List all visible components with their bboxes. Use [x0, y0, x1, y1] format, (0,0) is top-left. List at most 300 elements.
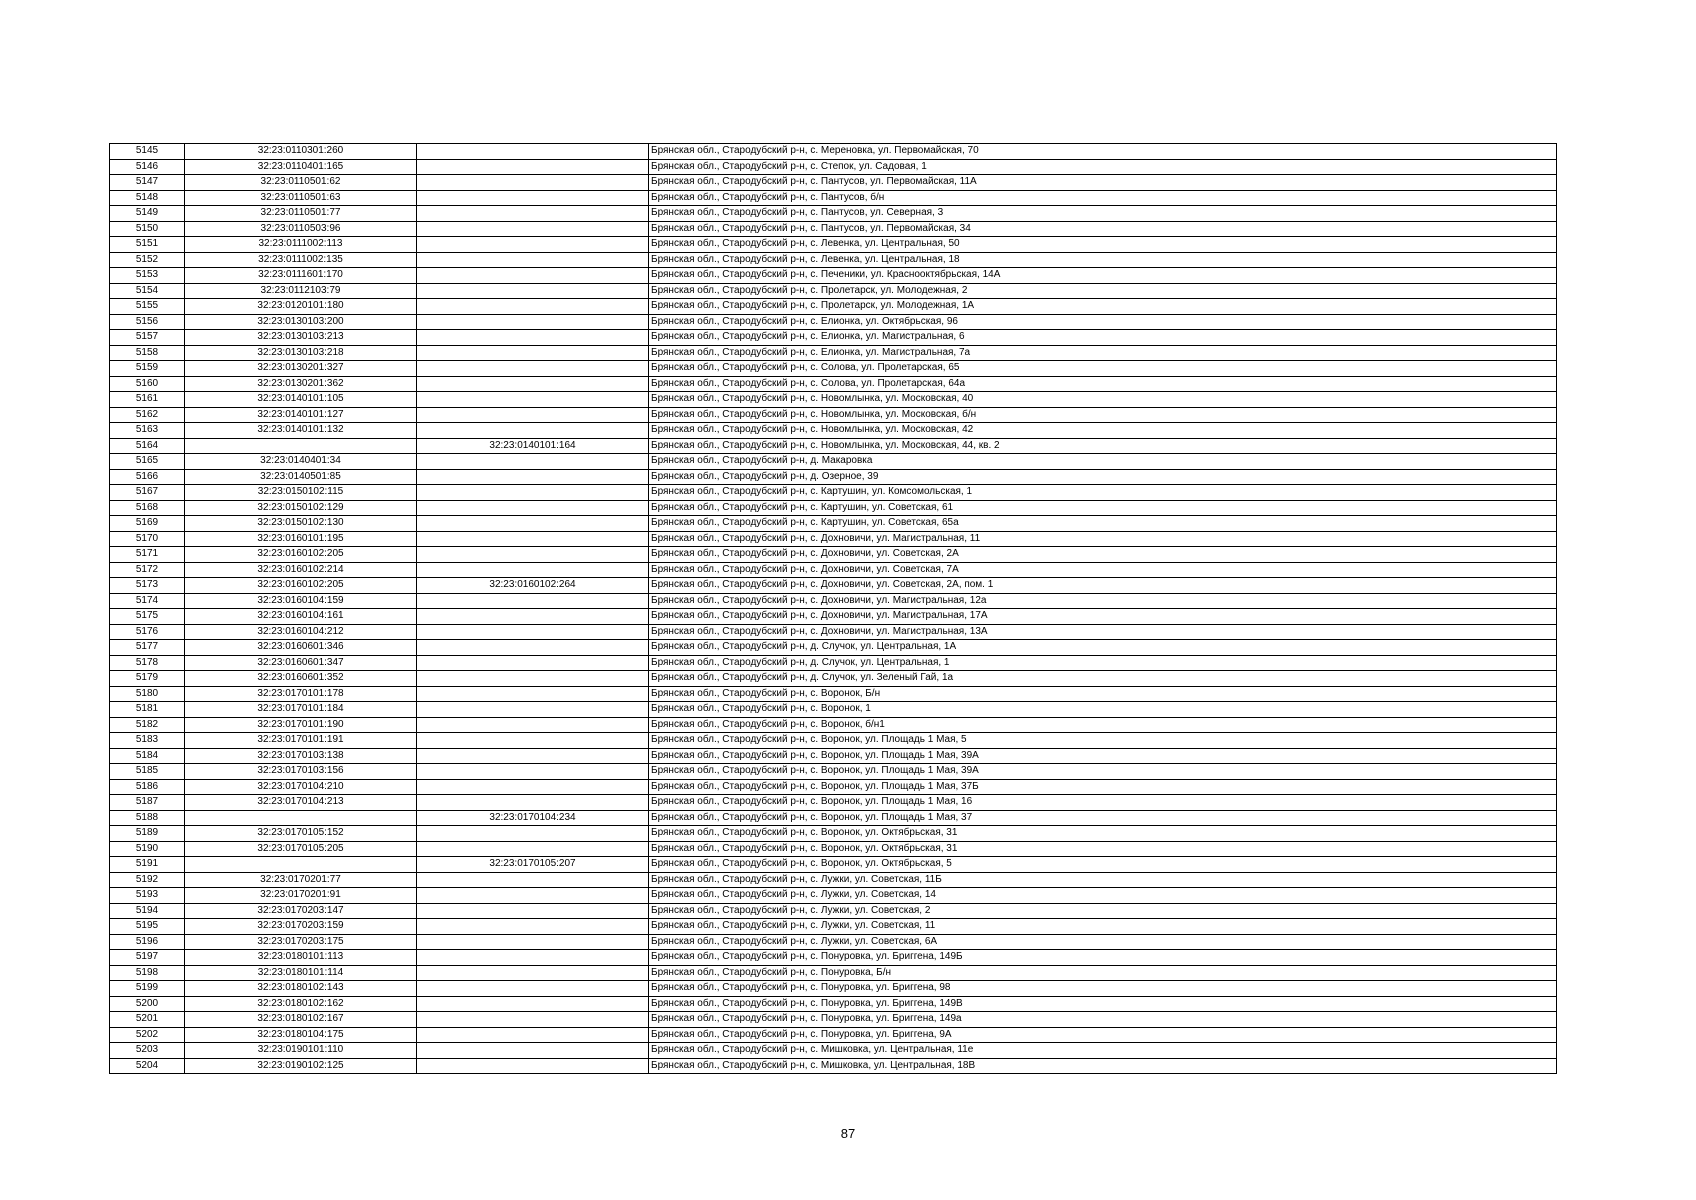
row-number-cell: 5173	[110, 578, 185, 594]
table-body	[110, 144, 1557, 1074]
address-cell: Брянская обл., Стародубский р-н, с. Понуровка, ул. Бриггена, 149Б	[649, 950, 1557, 966]
related-cadastral-number-cell	[417, 237, 649, 253]
table-row	[110, 330, 1557, 346]
row-number-cell: 5203	[110, 1043, 185, 1059]
table-row	[110, 144, 1557, 160]
cadastral-number-cell: 32:23:0110501:62	[185, 175, 417, 191]
row-number-cell: 5155	[110, 299, 185, 315]
related-cadastral-number-cell	[417, 547, 649, 563]
table-row	[110, 1012, 1557, 1028]
address-cell: Брянская обл., Стародубский р-н, с. Новомлынка, ул. Московская, 44, кв. 2	[649, 438, 1557, 454]
cadastral-number-cell	[185, 810, 417, 826]
related-cadastral-number-cell	[417, 361, 649, 377]
related-cadastral-number-cell	[417, 919, 649, 935]
address-cell: Брянская обл., Стародубский р-н, с. Мереновка, ул. Первомайская, 70	[649, 144, 1557, 160]
address-cell: Брянская обл., Стародубский р-н, с. Левенка, ул. Центральная, 18	[649, 252, 1557, 268]
table-row	[110, 221, 1557, 237]
cadastral-number-cell: 32:23:0140501:85	[185, 469, 417, 485]
row-number-cell: 5157	[110, 330, 185, 346]
address-cell: Брянская обл., Стародубский р-н, с. Печеники, ул. Краснооктябрьская, 14А	[649, 268, 1557, 284]
row-number-cell: 5169	[110, 516, 185, 532]
row-number-cell: 5176	[110, 624, 185, 640]
related-cadastral-number-cell	[417, 190, 649, 206]
row-number-cell: 5202	[110, 1027, 185, 1043]
table-row	[110, 748, 1557, 764]
table-row	[110, 500, 1557, 516]
cadastral-number-cell: 32:23:0130103:213	[185, 330, 417, 346]
table-row	[110, 531, 1557, 547]
address-cell: Брянская обл., Стародубский р-н, с. Пантусов, ул. Первомайская, 34	[649, 221, 1557, 237]
table-row	[110, 159, 1557, 175]
table-row	[110, 175, 1557, 191]
cadastral-number-cell: 32:23:0160102:205	[185, 578, 417, 594]
cadastral-number-cell: 32:23:0150102:129	[185, 500, 417, 516]
table-row	[110, 469, 1557, 485]
row-number-cell: 5191	[110, 857, 185, 873]
address-cell: Брянская обл., Стародубский р-н, с. Солова, ул. Пролетарская, 65	[649, 361, 1557, 377]
address-cell: Брянская обл., Стародубский р-н, с. Степок, ул. Садовая, 1	[649, 159, 1557, 175]
table-row	[110, 826, 1557, 842]
address-cell: Брянская обл., Стародубский р-н, с. Пантусов, ул. Северная, 3	[649, 206, 1557, 222]
cadastral-number-cell: 32:23:0110301:260	[185, 144, 417, 160]
related-cadastral-number-cell	[417, 392, 649, 408]
cadastral-number-cell: 32:23:0140101:105	[185, 392, 417, 408]
related-cadastral-number-cell	[417, 562, 649, 578]
table-row	[110, 609, 1557, 625]
row-number-cell: 5190	[110, 841, 185, 857]
row-number-cell: 5199	[110, 981, 185, 997]
address-cell: Брянская обл., Стародубский р-н, с. Новомлынка, ул. Московская, 42	[649, 423, 1557, 439]
address-cell: Брянская обл., Стародубский р-н, с. Воронок, ул. Площадь 1 Мая, 37Б	[649, 779, 1557, 795]
address-cell: Брянская обл., Стародубский р-н, с. Новомлынка, ул. Московская, 40	[649, 392, 1557, 408]
row-number-cell: 5174	[110, 593, 185, 609]
row-number-cell: 5204	[110, 1058, 185, 1074]
table-row	[110, 237, 1557, 253]
row-number-cell: 5154	[110, 283, 185, 299]
related-cadastral-number-cell	[417, 872, 649, 888]
row-number-cell: 5171	[110, 547, 185, 563]
table-row	[110, 996, 1557, 1012]
table-row	[110, 1027, 1557, 1043]
address-cell: Брянская обл., Стародубский р-н, с. Елионка, ул. Магистральная, 7а	[649, 345, 1557, 361]
table-row	[110, 516, 1557, 532]
row-number-cell: 5177	[110, 640, 185, 656]
related-cadastral-number-cell	[417, 268, 649, 284]
table-row	[110, 841, 1557, 857]
cadastral-number-cell: 32:23:0180102:167	[185, 1012, 417, 1028]
related-cadastral-number-cell	[417, 593, 649, 609]
row-number-cell: 5145	[110, 144, 185, 160]
table-row	[110, 268, 1557, 284]
cadastral-number-cell: 32:23:0170201:91	[185, 888, 417, 904]
cadastral-number-cell: 32:23:0190101:110	[185, 1043, 417, 1059]
related-cadastral-number-cell	[417, 175, 649, 191]
table-row	[110, 206, 1557, 222]
table-row	[110, 888, 1557, 904]
address-cell: Брянская обл., Стародубский р-н, с. Воронок, ул. Площадь 1 Мая, 5	[649, 733, 1557, 749]
cadastral-number-cell: 32:23:0110501:77	[185, 206, 417, 222]
table-row	[110, 283, 1557, 299]
related-cadastral-number-cell	[417, 221, 649, 237]
address-cell: Брянская обл., Стародубский р-н, с. Воронок, ул. Октябрьская, 5	[649, 857, 1557, 873]
row-number-cell: 5185	[110, 764, 185, 780]
row-number-cell: 5178	[110, 655, 185, 671]
table-row	[110, 810, 1557, 826]
table-row	[110, 392, 1557, 408]
row-number-cell: 5158	[110, 345, 185, 361]
row-number-cell: 5184	[110, 748, 185, 764]
row-number-cell: 5163	[110, 423, 185, 439]
cadastral-number-cell: 32:23:0170105:152	[185, 826, 417, 842]
related-cadastral-number-cell	[417, 1058, 649, 1074]
row-number-cell: 5188	[110, 810, 185, 826]
row-number-cell: 5179	[110, 671, 185, 687]
related-cadastral-number-cell	[417, 299, 649, 315]
cadastral-number-cell: 32:23:0130103:218	[185, 345, 417, 361]
address-cell: Брянская обл., Стародубский р-н, с. Левенка, ул. Центральная, 50	[649, 237, 1557, 253]
address-cell: Брянская обл., Стародубский р-н, с. Лужки, ул. Советская, 14	[649, 888, 1557, 904]
table-row	[110, 733, 1557, 749]
related-cadastral-number-cell: 32:23:0170104:234	[417, 810, 649, 826]
table-row	[110, 314, 1557, 330]
table-row	[110, 903, 1557, 919]
related-cadastral-number-cell	[417, 500, 649, 516]
table-row	[110, 578, 1557, 594]
row-number-cell: 5146	[110, 159, 185, 175]
cadastral-number-cell: 32:23:0160102:205	[185, 547, 417, 563]
address-cell: Брянская обл., Стародубский р-н, с. Лужки, ул. Советская, 11	[649, 919, 1557, 935]
address-cell: Брянская обл., Стародубский р-н, д. Случок, ул. Центральная, 1	[649, 655, 1557, 671]
table-row	[110, 872, 1557, 888]
cadastral-number-cell: 32:23:0170101:184	[185, 702, 417, 718]
cadastral-number-cell: 32:23:0170101:191	[185, 733, 417, 749]
table-row	[110, 655, 1557, 671]
address-cell: Брянская обл., Стародубский р-н, с. Воронок, ул. Площадь 1 Мая, 39А	[649, 764, 1557, 780]
cadastral-number-cell: 32:23:0111002:113	[185, 237, 417, 253]
table-row	[110, 981, 1557, 997]
related-cadastral-number-cell	[417, 733, 649, 749]
property-table	[109, 143, 1557, 1074]
row-number-cell: 5148	[110, 190, 185, 206]
cadastral-number-cell: 32:23:0160104:161	[185, 609, 417, 625]
row-number-cell: 5168	[110, 500, 185, 516]
row-number-cell: 5149	[110, 206, 185, 222]
related-cadastral-number-cell	[417, 345, 649, 361]
related-cadastral-number-cell	[417, 841, 649, 857]
cadastral-number-cell: 32:23:0170203:175	[185, 934, 417, 950]
address-cell: Брянская обл., Стародубский р-н, с. Пролетарск, ул. Молодежная, 2	[649, 283, 1557, 299]
cadastral-number-cell: 32:23:0150102:115	[185, 485, 417, 501]
table-row	[110, 857, 1557, 873]
cadastral-number-cell: 32:23:0140101:127	[185, 407, 417, 423]
cadastral-number-cell: 32:23:0111002:135	[185, 252, 417, 268]
table-row	[110, 779, 1557, 795]
row-number-cell: 5147	[110, 175, 185, 191]
table-row	[110, 345, 1557, 361]
address-cell: Брянская обл., Стародубский р-н, с. Понуровка, ул. Бриггена, 149В	[649, 996, 1557, 1012]
row-number-cell: 5151	[110, 237, 185, 253]
table-row	[110, 299, 1557, 315]
cadastral-number-cell: 32:23:0150102:130	[185, 516, 417, 532]
related-cadastral-number-cell	[417, 423, 649, 439]
row-number-cell: 5152	[110, 252, 185, 268]
row-number-cell: 5160	[110, 376, 185, 392]
related-cadastral-number-cell	[417, 702, 649, 718]
table-row	[110, 454, 1557, 470]
address-cell: Брянская обл., Стародубский р-н, с. Дохновичи, ул. Советская, 2А	[649, 547, 1557, 563]
address-cell: Брянская обл., Стародубский р-н, с. Воронок, ул. Площадь 1 Мая, 39А	[649, 748, 1557, 764]
row-number-cell: 5175	[110, 609, 185, 625]
related-cadastral-number-cell	[417, 717, 649, 733]
address-cell: Брянская обл., Стародубский р-н, с. Дохновичи, ул. Советская, 7А	[649, 562, 1557, 578]
address-cell: Брянская обл., Стародубский р-н, с. Воронок, 1	[649, 702, 1557, 718]
table-row	[110, 671, 1557, 687]
related-cadastral-number-cell	[417, 686, 649, 702]
table-row	[110, 717, 1557, 733]
address-cell: Брянская обл., Стародубский р-н, с. Картушин, ул. Советская, 61	[649, 500, 1557, 516]
related-cadastral-number-cell	[417, 903, 649, 919]
address-cell: Брянская обл., Стародубский р-н, с. Воронок, б/н1	[649, 717, 1557, 733]
related-cadastral-number-cell	[417, 981, 649, 997]
row-number-cell: 5192	[110, 872, 185, 888]
row-number-cell: 5181	[110, 702, 185, 718]
cadastral-number-cell: 32:23:0160101:195	[185, 531, 417, 547]
table-row	[110, 407, 1557, 423]
cadastral-number-cell: 32:23:0170203:147	[185, 903, 417, 919]
related-cadastral-number-cell	[417, 314, 649, 330]
row-number-cell: 5165	[110, 454, 185, 470]
address-cell: Брянская обл., Стародубский р-н, с. Дохновичи, ул. Магистральная, 13А	[649, 624, 1557, 640]
address-cell: Брянская обл., Стародубский р-н, с. Воронок, ул. Октябрьская, 31	[649, 841, 1557, 857]
address-cell: Брянская обл., Стародубский р-н, с. Солова, ул. Пролетарская, 64а	[649, 376, 1557, 392]
cadastral-number-cell: 32:23:0112103:79	[185, 283, 417, 299]
row-number-cell: 5162	[110, 407, 185, 423]
cadastral-number-cell: 32:23:0130201:327	[185, 361, 417, 377]
address-cell: Брянская обл., Стародубский р-н, с. Лужки, ул. Советская, 6А	[649, 934, 1557, 950]
cadastral-number-cell: 32:23:0180101:113	[185, 950, 417, 966]
row-number-cell: 5170	[110, 531, 185, 547]
address-cell: Брянская обл., Стародубский р-н, с. Пролетарск, ул. Молодежная, 1А	[649, 299, 1557, 315]
row-number-cell: 5187	[110, 795, 185, 811]
address-cell: Брянская обл., Стародубский р-н, с. Мишковка, ул. Центральная, 18В	[649, 1058, 1557, 1074]
cadastral-number-cell: 32:23:0170104:213	[185, 795, 417, 811]
table-row	[110, 1058, 1557, 1074]
cadastral-number-cell: 32:23:0190102:125	[185, 1058, 417, 1074]
address-cell: Брянская обл., Стародубский р-н, д. Озерное, 39	[649, 469, 1557, 485]
related-cadastral-number-cell: 32:23:0140101:164	[417, 438, 649, 454]
address-cell: Брянская обл., Стародубский р-н, с. Воронок, Б/н	[649, 686, 1557, 702]
table-row	[110, 438, 1557, 454]
row-number-cell: 5189	[110, 826, 185, 842]
cadastral-number-cell: 32:23:0120101:180	[185, 299, 417, 315]
table-row	[110, 423, 1557, 439]
row-number-cell: 5156	[110, 314, 185, 330]
row-number-cell: 5186	[110, 779, 185, 795]
address-cell: Брянская обл., Стародубский р-н, с. Воронок, ул. Площадь 1 Мая, 16	[649, 795, 1557, 811]
related-cadastral-number-cell	[417, 888, 649, 904]
row-number-cell: 5193	[110, 888, 185, 904]
related-cadastral-number-cell	[417, 485, 649, 501]
related-cadastral-number-cell	[417, 159, 649, 175]
related-cadastral-number-cell	[417, 252, 649, 268]
address-cell: Брянская обл., Стародубский р-н, с. Понуровка, ул. Бриггена, 98	[649, 981, 1557, 997]
cadastral-number-cell: 32:23:0110401:165	[185, 159, 417, 175]
table-row	[110, 624, 1557, 640]
related-cadastral-number-cell	[417, 407, 649, 423]
cadastral-number-cell	[185, 438, 417, 454]
related-cadastral-number-cell	[417, 996, 649, 1012]
table-row	[110, 1043, 1557, 1059]
row-number-cell: 5197	[110, 950, 185, 966]
row-number-cell: 5150	[110, 221, 185, 237]
related-cadastral-number-cell	[417, 516, 649, 532]
related-cadastral-number-cell	[417, 795, 649, 811]
address-cell: Брянская обл., Стародубский р-н, с. Картушин, ул. Комсомольская, 1	[649, 485, 1557, 501]
table-row	[110, 764, 1557, 780]
address-cell: Брянская обл., Стародубский р-н, с. Дохновичи, ул. Магистральная, 12а	[649, 593, 1557, 609]
related-cadastral-number-cell	[417, 454, 649, 470]
row-number-cell: 5164	[110, 438, 185, 454]
cadastral-number-cell: 32:23:0170201:77	[185, 872, 417, 888]
address-cell: Брянская обл., Стародубский р-н, с. Пантусов, ул. Первомайская, 11А	[649, 175, 1557, 191]
cadastral-number-cell: 32:23:0110501:63	[185, 190, 417, 206]
cadastral-number-cell: 32:23:0170101:190	[185, 717, 417, 733]
row-number-cell: 5172	[110, 562, 185, 578]
address-cell: Брянская обл., Стародубский р-н, д. Случок, ул. Центральная, 1А	[649, 640, 1557, 656]
cadastral-number-cell: 32:23:0140101:132	[185, 423, 417, 439]
address-cell: Брянская обл., Стародубский р-н, с. Дохновичи, ул. Советская, 2А, пом. 1	[649, 578, 1557, 594]
table-row	[110, 919, 1557, 935]
related-cadastral-number-cell	[417, 283, 649, 299]
cadastral-number-cell: 32:23:0160601:347	[185, 655, 417, 671]
table-row	[110, 950, 1557, 966]
address-cell: Брянская обл., Стародубский р-н, с. Воронок, ул. Октябрьская, 31	[649, 826, 1557, 842]
table-row	[110, 547, 1557, 563]
related-cadastral-number-cell	[417, 144, 649, 160]
address-cell: Брянская обл., Стародубский р-н, с. Картушин, ул. Советская, 65а	[649, 516, 1557, 532]
row-number-cell: 5166	[110, 469, 185, 485]
address-cell: Брянская обл., Стародубский р-н, с. Воронок, ул. Площадь 1 Мая, 37	[649, 810, 1557, 826]
row-number-cell: 5198	[110, 965, 185, 981]
cadastral-number-cell: 32:23:0111601:170	[185, 268, 417, 284]
related-cadastral-number-cell	[417, 376, 649, 392]
related-cadastral-number-cell	[417, 1043, 649, 1059]
row-number-cell: 5195	[110, 919, 185, 935]
related-cadastral-number-cell	[417, 531, 649, 547]
related-cadastral-number-cell	[417, 330, 649, 346]
related-cadastral-number-cell	[417, 609, 649, 625]
row-number-cell: 5180	[110, 686, 185, 702]
cadastral-number-cell: 32:23:0180101:114	[185, 965, 417, 981]
address-cell: Брянская обл., Стародубский р-н, с. Дохновичи, ул. Магистральная, 17А	[649, 609, 1557, 625]
row-number-cell: 5196	[110, 934, 185, 950]
related-cadastral-number-cell	[417, 950, 649, 966]
related-cadastral-number-cell	[417, 206, 649, 222]
related-cadastral-number-cell	[417, 1012, 649, 1028]
related-cadastral-number-cell: 32:23:0160102:264	[417, 578, 649, 594]
related-cadastral-number-cell	[417, 640, 649, 656]
cadastral-number-cell: 32:23:0180104:175	[185, 1027, 417, 1043]
row-number-cell: 5201	[110, 1012, 185, 1028]
row-number-cell: 5159	[110, 361, 185, 377]
table-row	[110, 702, 1557, 718]
cadastral-number-cell: 32:23:0170103:138	[185, 748, 417, 764]
row-number-cell: 5161	[110, 392, 185, 408]
cadastral-number-cell: 32:23:0160104:212	[185, 624, 417, 640]
cadastral-number-cell: 32:23:0170105:205	[185, 841, 417, 857]
address-cell: Брянская обл., Стародубский р-н, с. Дохновичи, ул. Магистральная, 11	[649, 531, 1557, 547]
table-row	[110, 593, 1557, 609]
related-cadastral-number-cell	[417, 671, 649, 687]
table-row	[110, 485, 1557, 501]
cadastral-number-cell: 32:23:0170103:156	[185, 764, 417, 780]
related-cadastral-number-cell: 32:23:0170105:207	[417, 857, 649, 873]
cadastral-number-cell: 32:23:0160601:346	[185, 640, 417, 656]
cadastral-number-cell: 32:23:0140401:34	[185, 454, 417, 470]
address-cell: Брянская обл., Стародубский р-н, с. Лужки, ул. Советская, 11Б	[649, 872, 1557, 888]
address-cell: Брянская обл., Стародубский р-н, с. Понуровка, Б/н	[649, 965, 1557, 981]
cadastral-number-cell: 32:23:0160102:214	[185, 562, 417, 578]
cadastral-number-cell: 32:23:0130103:200	[185, 314, 417, 330]
address-cell: Брянская обл., Стародубский р-н, с. Мишковка, ул. Центральная, 11е	[649, 1043, 1557, 1059]
table-row	[110, 361, 1557, 377]
address-cell: Брянская обл., Стародубский р-н, с. Елионка, ул. Магистральная, 6	[649, 330, 1557, 346]
address-cell: Брянская обл., Стародубский р-н, с. Новомлынка, ул. Московская, б/н	[649, 407, 1557, 423]
related-cadastral-number-cell	[417, 934, 649, 950]
cadastral-number-cell: 32:23:0180102:143	[185, 981, 417, 997]
related-cadastral-number-cell	[417, 1027, 649, 1043]
table-row	[110, 640, 1557, 656]
cadastral-number-cell: 32:23:0170104:210	[185, 779, 417, 795]
table-row	[110, 190, 1557, 206]
related-cadastral-number-cell	[417, 779, 649, 795]
row-number-cell: 5153	[110, 268, 185, 284]
address-cell: Брянская обл., Стародубский р-н, с. Понуровка, ул. Бриггена, 149а	[649, 1012, 1557, 1028]
address-cell: Брянская обл., Стародубский р-н, д. Макаровка	[649, 454, 1557, 470]
related-cadastral-number-cell	[417, 655, 649, 671]
address-cell: Брянская обл., Стародубский р-н, с. Елионка, ул. Октябрьская, 96	[649, 314, 1557, 330]
related-cadastral-number-cell	[417, 748, 649, 764]
address-cell: Брянская обл., Стародубский р-н, с. Пантусов, б/н	[649, 190, 1557, 206]
table-row	[110, 686, 1557, 702]
related-cadastral-number-cell	[417, 469, 649, 485]
cadastral-number-cell: 32:23:0170203:159	[185, 919, 417, 935]
table-row	[110, 934, 1557, 950]
row-number-cell: 5182	[110, 717, 185, 733]
table-row	[110, 252, 1557, 268]
cadastral-number-cell: 32:23:0180102:162	[185, 996, 417, 1012]
related-cadastral-number-cell	[417, 965, 649, 981]
row-number-cell: 5183	[110, 733, 185, 749]
related-cadastral-number-cell	[417, 826, 649, 842]
cadastral-number-cell: 32:23:0170101:178	[185, 686, 417, 702]
cadastral-number-cell: 32:23:0160104:159	[185, 593, 417, 609]
cadastral-number-cell: 32:23:0160601:352	[185, 671, 417, 687]
related-cadastral-number-cell	[417, 764, 649, 780]
table-row	[110, 376, 1557, 392]
row-number-cell: 5167	[110, 485, 185, 501]
cadastral-number-cell: 32:23:0130201:362	[185, 376, 417, 392]
table-row	[110, 965, 1557, 981]
table-row	[110, 562, 1557, 578]
cadastral-number-cell	[185, 857, 417, 873]
row-number-cell: 5200	[110, 996, 185, 1012]
address-cell: Брянская обл., Стародубский р-н, с. Понуровка, ул. Бриггена, 9А	[649, 1027, 1557, 1043]
table-row	[110, 795, 1557, 811]
address-cell: Брянская обл., Стародубский р-н, д. Случок, ул. Зеленый Гай, 1а	[649, 671, 1557, 687]
cadastral-number-cell: 32:23:0110503:96	[185, 221, 417, 237]
page-number: 87	[840, 1126, 856, 1141]
